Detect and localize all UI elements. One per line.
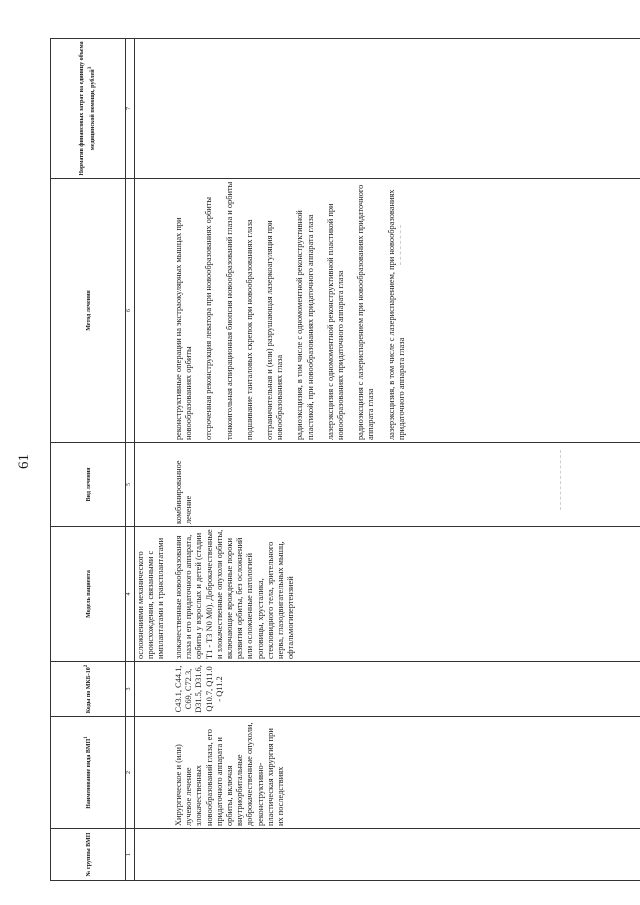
- page-number: 61: [16, 454, 32, 469]
- header-row: [51, 39, 126, 881]
- treatment-method-item: отграничительная и (или) разрушающая лазеркоагуляция при новообразованиях глаза: [265, 220, 285, 440]
- vmp-table: [50, 38, 640, 881]
- header-vmp-name: Наименование вида ВМП$^1$: [51, 717, 126, 829]
- treatment-methods-cell: [173, 179, 640, 443]
- header-cost-norm: Норматив финансовых затрат на единицу объема медицинской помощи, рублей$^3$: [51, 39, 126, 179]
- table-row: [173, 39, 640, 881]
- patient-model-cell: злокачественные новообразования глаза и его придаточного аппарата, орбиты у взрослых и детей (стадии T1 - T3 N0 M0). Доброкачественные и злокачественные опухоли орбиты, включающие врожденные пороки развития орбиты, без осложнений или осложненные патологией роговицы, хрусталика, стекловидного тела, зрительного нерва, глазодвигательных мышц, офтальмогипертензией: [173, 527, 640, 662]
- header-patient-model: Модель пациента: [51, 527, 126, 662]
- vmp-name-cell: Хирургическое и (или) лучевое лечение злокачественных новообразований глаза, его придаточного аппарата и орбиты, включая внутриорбитальные доброкачественные опухоли, реконструктивно-пластическая хирургия при их последствиях: [173, 717, 640, 829]
- header-icd-codes: Коды по МКБ-$10^2$: [51, 662, 126, 717]
- column-number: 3: [126, 662, 135, 717]
- treatment-method-item: лазерэксцизия с одномоментной реконструктивной пластикой при новообразованиях придаточного аппарата глаза: [325, 203, 346, 440]
- header-treatment-method: Метод лечения: [51, 179, 126, 443]
- cost-norm-cell: [173, 39, 640, 179]
- treatment-type-cell: комбинированное лечение: [173, 443, 640, 527]
- treatment-method-item: тонкоигольная аспирационная биопсия новообразований глаза и орбиты: [224, 181, 234, 440]
- column-number: 2: [126, 717, 135, 829]
- column-number-row: [126, 39, 135, 881]
- column-number: 6: [126, 179, 135, 443]
- column-number: 4: [126, 527, 135, 662]
- treatment-method-item: реконструктивные операции на экстраокулярных мышцах при новообразованиях орбиты: [174, 217, 194, 440]
- icd-codes-cell: C43.1, C44.1, C69, C72.3, D31.5, D31.6, Q10.7, Q11.0 - Q11.2: [173, 662, 640, 717]
- treatment-method-item: подшивание танталовых скрепок при новообразованиях глаза: [244, 219, 254, 440]
- column-number: 7: [126, 39, 135, 179]
- scan-artifact: [560, 450, 561, 510]
- continuation-patient-model: осложнениями механического происхождения, связанными с имплантатами и трансплантатами: [135, 527, 174, 662]
- column-number: 5: [126, 443, 135, 527]
- group-number-cell: [173, 829, 640, 881]
- treatment-method-item: радиоэксцизия с лазериспарением при новообразованиях придаточного аппарата глаза: [356, 184, 376, 440]
- column-number: 1: [126, 829, 135, 881]
- treatment-method-item: лазерэксцизия, в том числе с лазериспарением, при новообразованиях придаточного аппарата глаза: [386, 189, 406, 440]
- header-treatment-type: Вид лечения: [51, 443, 126, 527]
- treatment-method-item: отсроченная реконструкция леватора при новообразованиях орбиты: [204, 196, 214, 440]
- continuation-row: [135, 39, 174, 881]
- header-group-number: № группы ВМП: [51, 829, 126, 881]
- scan-artifact: [400, 225, 401, 265]
- treatment-method-item: радиоэксцизия, в том числе с одномоментной реконструктивной пластикой, при новообразованиях придаточного аппарата глаза: [295, 210, 315, 440]
